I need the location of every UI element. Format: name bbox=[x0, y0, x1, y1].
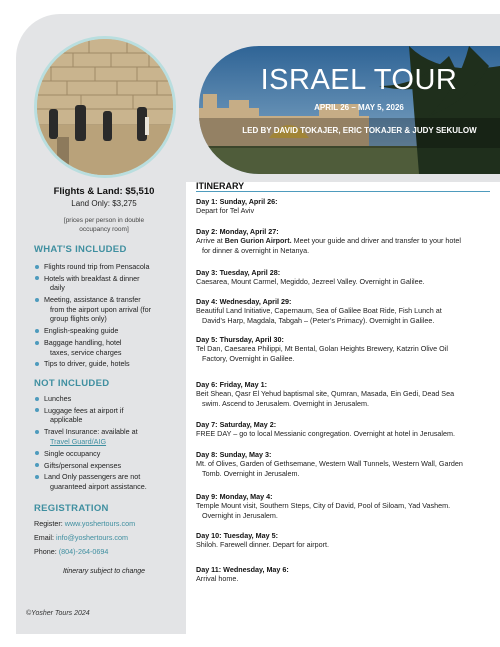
list-item: Gifts/personal expenses bbox=[34, 461, 174, 471]
bullet-icon bbox=[35, 276, 39, 280]
bullet-icon bbox=[35, 475, 39, 479]
registration-title: REGISTRATION bbox=[34, 503, 109, 514]
bullet-icon bbox=[35, 397, 39, 401]
not-included-title: NOT INCLUDED bbox=[34, 378, 110, 389]
itinerary-day-5: Day 5: Thursday, April 30: Tel Dan, Caesarea Philippi, Mt Bental, Golan Heights Brewery, Katzrin Olive Oil Factory, Overnight in Galilee. bbox=[196, 335, 448, 363]
list-item: English-speaking guide bbox=[34, 326, 174, 336]
itinerary-day-8: Day 8: Sunday, May 3: Mt. of Olives, Garden of Gethsemane, Western Wall Tunnels, Western Wall, Garden Tomb. Overnight in Jerusalem. bbox=[196, 450, 463, 478]
bullet-icon bbox=[35, 329, 39, 333]
email-line: Email: info@yoshertours.com bbox=[34, 533, 128, 542]
list-item: Land Only passengers are not guaranteed airport assistance. bbox=[34, 472, 174, 491]
included-list bbox=[34, 262, 174, 371]
tour-title: ISRAEL TOUR bbox=[260, 64, 458, 96]
list-item: Baggage handling, hotel taxes, service charges bbox=[34, 338, 174, 357]
list-item: Tips to driver, guide, hotels bbox=[34, 359, 174, 369]
not-included-list bbox=[34, 394, 174, 494]
itinerary-day-2: Day 2: Monday, April 27: Arrive at Ben Gurion Airport. Meet your guide and driver and transfer to your hotel for dinner & overnight in Netanya. bbox=[196, 227, 461, 255]
list-item: Meeting, assistance & transfer from the airport upon arrival (for group flights only) bbox=[34, 295, 174, 324]
itinerary-subject-note: Itinerary subject to change bbox=[62, 568, 146, 575]
price-land-only: Land Only: $3,275 bbox=[71, 199, 137, 208]
travel-guard-link[interactable]: Travel Guard/AIG bbox=[50, 436, 107, 446]
email-link[interactable]: info@yoshertours.com bbox=[55, 533, 128, 542]
itinerary-day-9: Day 9: Monday, May 4: Temple Mount visit, Southern Steps, City of David, Pool of Siloam, Yad Vashem. Overnight in Jerusalem. bbox=[196, 492, 451, 520]
register-line: Register: www.yoshertours.com bbox=[34, 519, 136, 528]
bullet-icon bbox=[35, 265, 39, 269]
bullet-icon bbox=[35, 451, 39, 455]
copyright: ©Yosher Tours 2024 bbox=[26, 610, 90, 617]
list-item: Lunches bbox=[34, 394, 174, 404]
itinerary-day-1: Day 1: Sunday, April 26: Depart for Tel Aviv bbox=[196, 197, 278, 216]
western-wall-photo bbox=[34, 36, 176, 178]
bullet-icon bbox=[35, 430, 39, 434]
bullet-icon bbox=[35, 408, 39, 412]
phone-line: Phone: (804)-264-0694 bbox=[34, 547, 109, 556]
bullet-icon bbox=[35, 298, 39, 302]
itinerary-day-3: Day 3: Tuesday, April 28: Caesarea, Mount Carmel, Megiddo, Jezreel Valley. Overnight in Galilee. bbox=[196, 268, 425, 287]
bullet-icon bbox=[35, 362, 39, 366]
tour-dates: APRIL 26 – MAY 5, 2026 bbox=[314, 103, 404, 112]
price-note: [prices per person in double occupancy room] bbox=[63, 217, 145, 234]
phone-link[interactable]: (804)-264-0694 bbox=[58, 547, 109, 556]
list-item: Hotels with breakfast & dinner daily bbox=[34, 274, 174, 293]
list-item: Single occupancy bbox=[34, 449, 174, 459]
included-title: WHAT'S INCLUDED bbox=[34, 244, 127, 255]
list-item: Luggage fees at airport if applicable bbox=[34, 406, 174, 425]
itinerary-day-10: Day 10: Tuesday, May 5: Shiloh. Farewell dinner. Depart for airport. bbox=[196, 531, 330, 550]
price-flights-land: Flights & Land: $5,510 bbox=[53, 186, 155, 197]
bullet-icon bbox=[35, 341, 39, 345]
itinerary-day-4: Day 4: Wednesday, April 29: Beautiful Land Initiative, Capernaum, Sea of Galilee Boat Ride, Fish Lunch at David’s Harp, Magdala, Tabgah – (Peter’s Primacy). Overnight in Galilee. bbox=[196, 297, 442, 325]
itinerary-day-11: Day 11: Wednesday, May 6: Arrival home. bbox=[196, 565, 289, 584]
tour-leaders: LED BY DAVID TOKAJER, ERIC TOKAJER & JUDY SEKULOW bbox=[242, 126, 477, 135]
itinerary-title: ITINERARY bbox=[196, 181, 245, 191]
register-link[interactable]: www.yoshertours.com bbox=[64, 519, 136, 528]
itinerary-divider bbox=[196, 191, 490, 192]
hero-banner bbox=[199, 46, 500, 174]
itinerary-day-7: Day 7: Saturday, May 2: FREE DAY – go to local Messianic congregation. Overnight at hotel in Jerusalem. bbox=[196, 420, 456, 439]
list-item: Flights round trip from Pensacola bbox=[34, 262, 174, 272]
itinerary-day-6: Day 6: Friday, May 1: Beit Shean, Qasr El Yehud baptismal site, Qumran, Masada, Ein Gedi, Dead Sea swim. Ascend to Jerusalem. Overnight in Jerusalem. bbox=[196, 380, 455, 408]
list-item: Travel Insurance: available at Travel Guard/AIG bbox=[34, 427, 174, 446]
bullet-icon bbox=[35, 463, 39, 467]
